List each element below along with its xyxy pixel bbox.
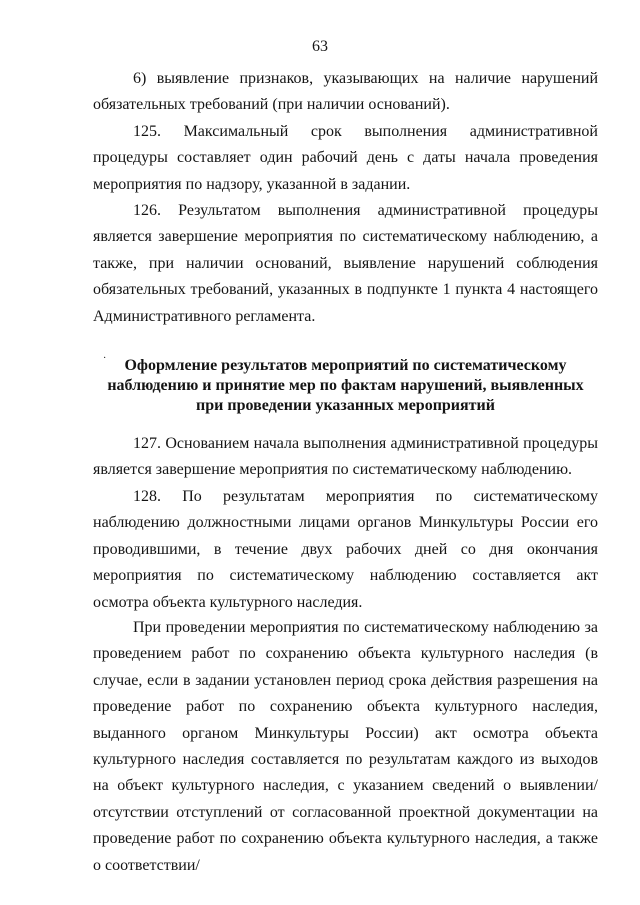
paragraph-final: При проведении мероприятия по систематическому наблюдению за проведением работ по сохранению объекта культурного наследия (в случае, если в задании установлен период срока действия разрешения на проведение работ по сохранению объекта культурного наследия, выданного органом Минкультуры России) акт осмотра объекта культурного наследия составляется по результатам каждого из выходов на объект культурного наследия, с указанием сведений о выявлении/отсутствии отступлений от согласованной проектной документации на проведение работ по сохранению объекта культурного наследия, а также о соответствии/ xyxy=(93,619,598,874)
paragraph-item-126: 126. Результатом выполнения административной процедуры является завершение мероприятия по систематическому наблюдению, а также, при наличии оснований, выявление нарушений соблюдения обязательных требований, указанных в подпункте 1 пункта 4 настоящего Административного регламента. xyxy=(93,202,598,325)
page-number: 63 xyxy=(312,38,328,55)
section-heading: Оформление результатов мероприятий по систематическому наблюдению и принятие мер по фактам нарушений, выявленных при проведении указанных мероприятий xyxy=(107,357,584,414)
paragraph-item-125: 125. Максимальный срок выполнения административной процедуры составляет один рабочий день с даты начала проведения мероприятия по надзору, указанной в задании. xyxy=(93,123,598,193)
stray-mark: · xyxy=(103,353,107,364)
paragraph-item-128: 128. По результатам мероприятия по систематическому наблюдению должностными лицами органов Минкультуры России его проводившими, в течение двух рабочих дней со дня окончания мероприятия по систематическому наблюдению составляется акт осмотра объекта культурного наследия. xyxy=(93,488,598,611)
paragraph-item-127: 127. Основанием начала выполнения административной процедуры является завершение мероприятия по систематическому наблюдению. xyxy=(93,435,598,479)
paragraph-item-6: 6) выявление признаков, указывающих на наличие нарушений обязательных требований (при наличии оснований). xyxy=(93,70,598,114)
